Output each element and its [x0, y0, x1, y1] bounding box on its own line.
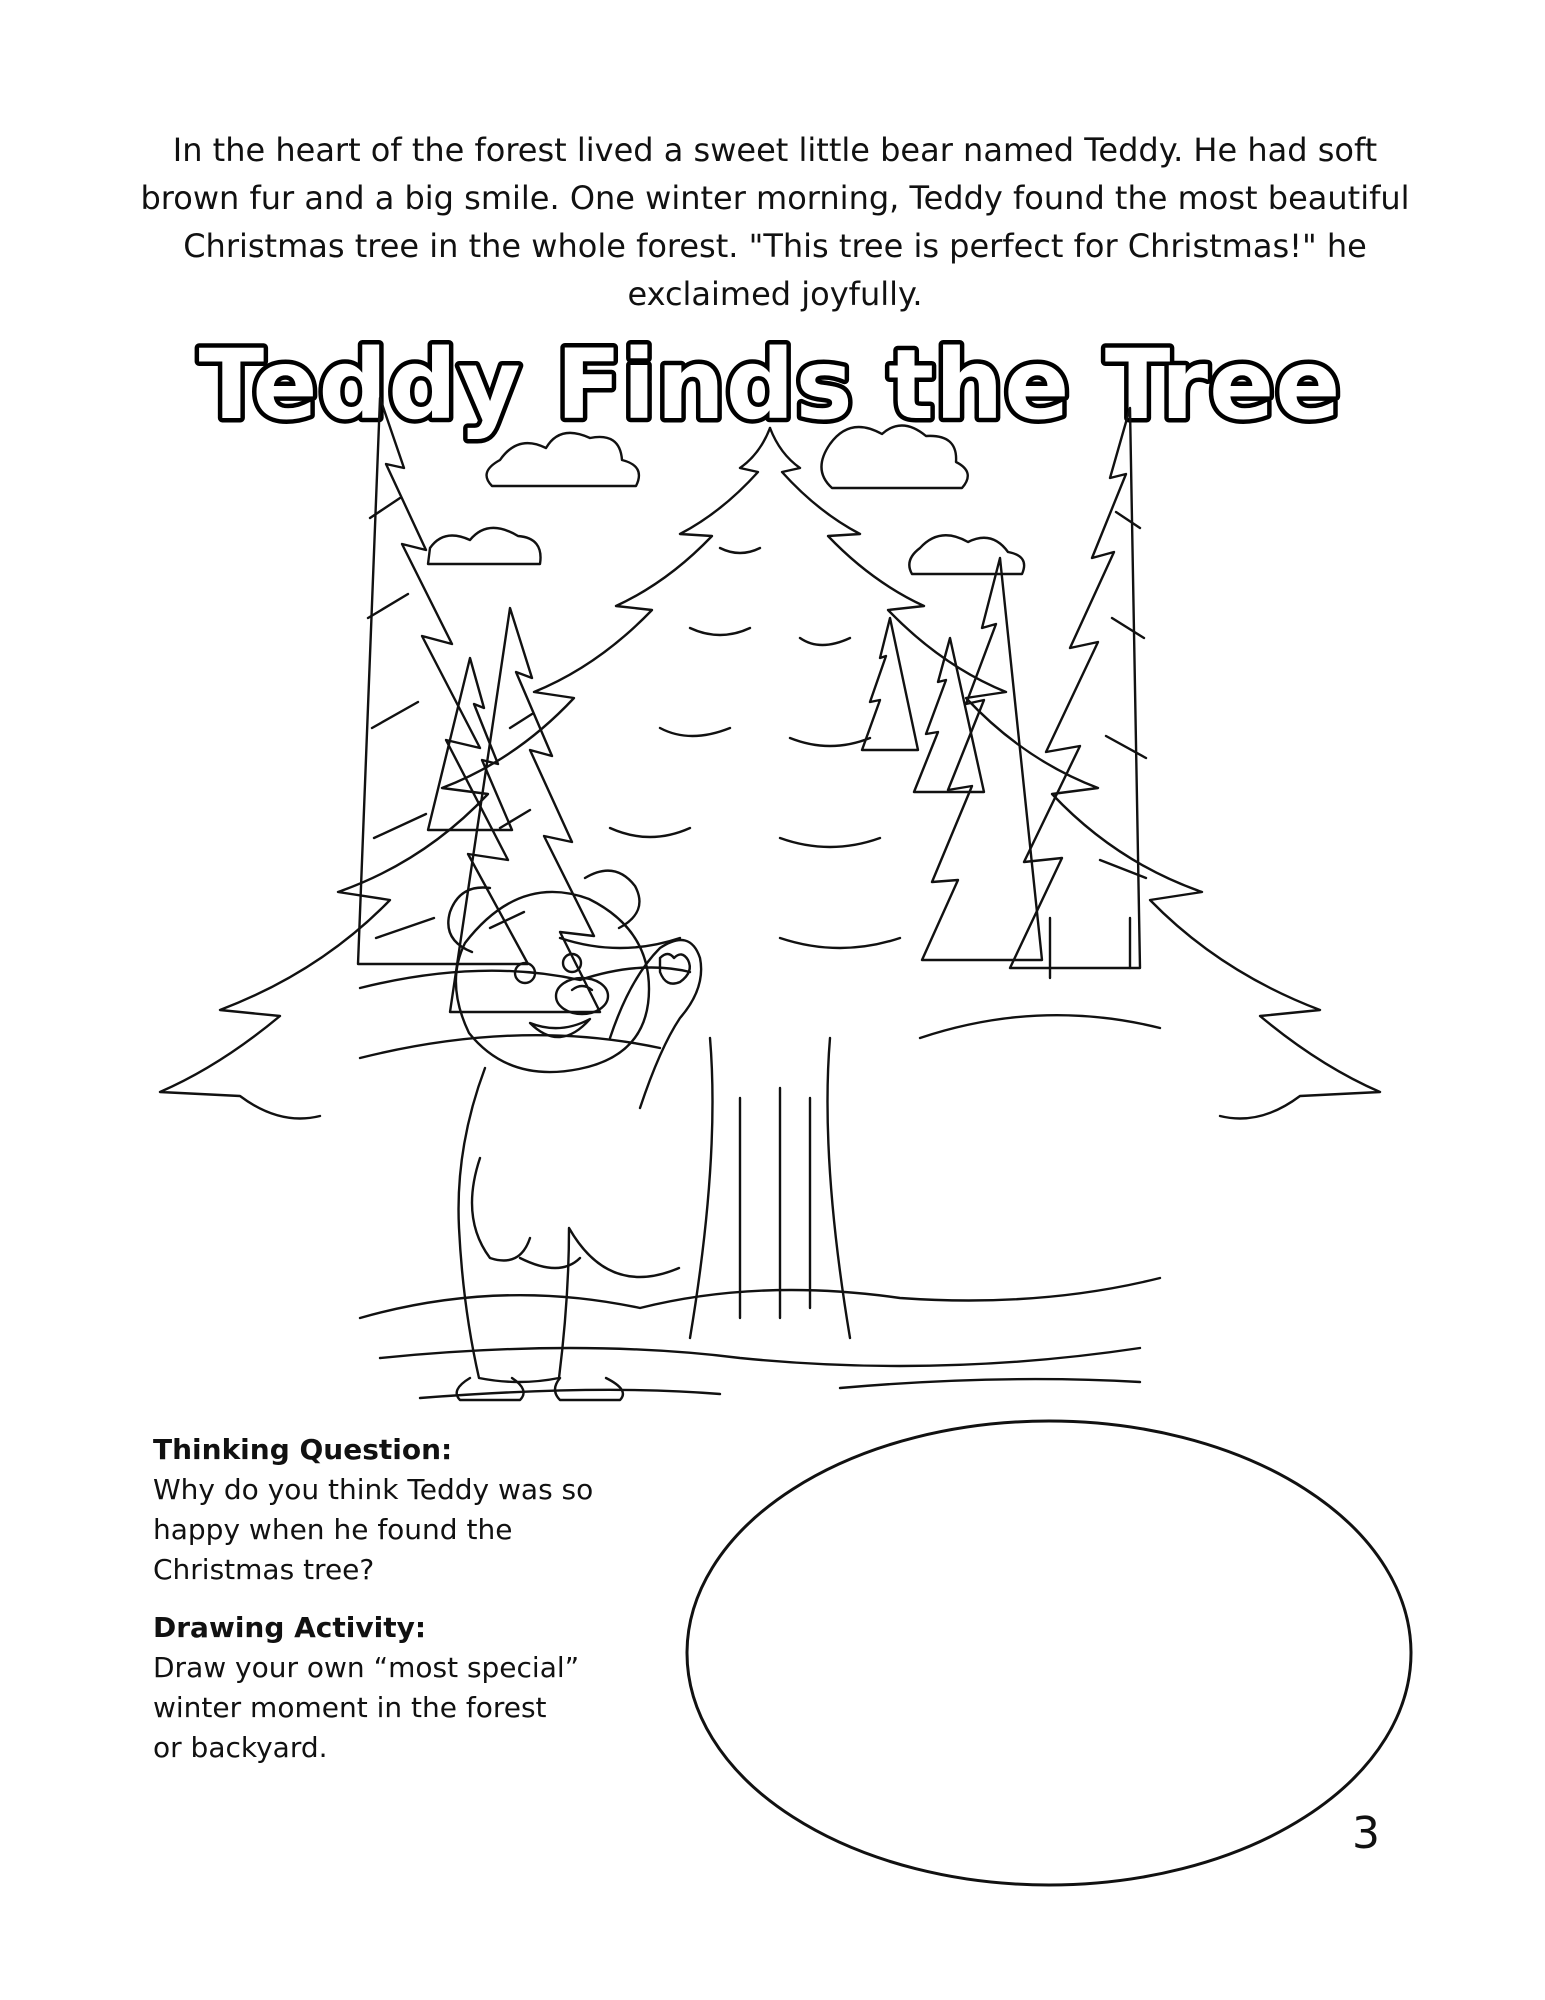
questions-section — [153, 1430, 673, 1786]
page-number: 3 — [1352, 1808, 1380, 1859]
drawing-activity-label: Drawing Activity: — [153, 1611, 427, 1644]
story-paragraph: In the heart of the forest lived a sweet little bear named Teddy. He had soft brown fur and a big smile. One winter morning, Teddy found the most beautiful Christmas tree in the whole forest. "This tree is perfect for Christmas!" he exclaimed joyfully. — [140, 131, 1410, 313]
page-title-text: Teddy Finds the Tree — [198, 329, 1342, 441]
drawing-area-oval[interactable] — [684, 1418, 1414, 1888]
drawing-activity-text: Draw your own “most special” winter moment in the forest or backyard. — [153, 1651, 580, 1764]
thinking-question-text: Why do you think Teddy was so happy when he found the Christmas tree? — [153, 1473, 594, 1586]
thinking-question-label: Thinking Question: — [153, 1433, 453, 1466]
bear-by-christmas-tree-icon — [360, 398, 1160, 1400]
